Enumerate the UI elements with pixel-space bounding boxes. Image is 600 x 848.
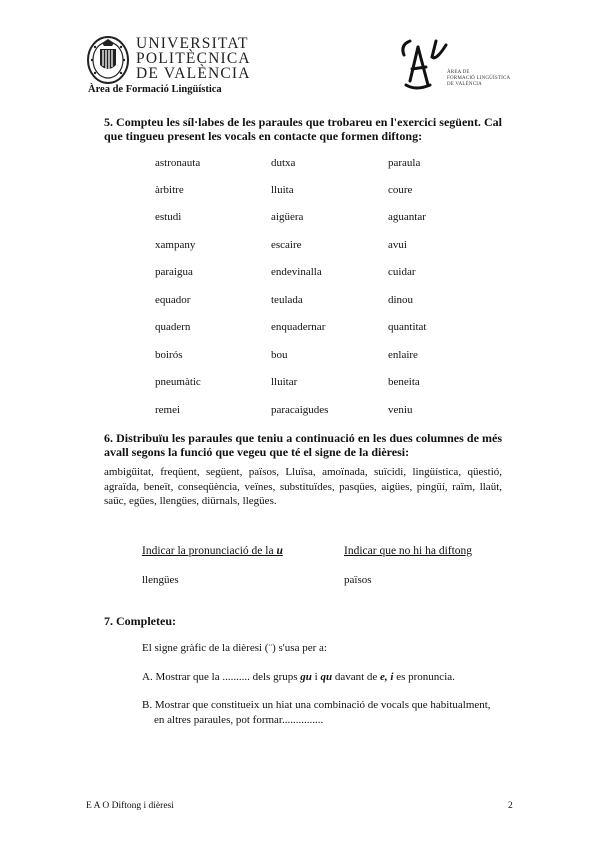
column-pronunciation-heading-u: u: [276, 545, 283, 557]
column-no-diftong-heading: Indicar que no hi ha diftong: [344, 545, 473, 557]
word-cell: enquadernar: [271, 321, 326, 333]
word-cell: estudi: [155, 211, 182, 223]
word-cell: cuidar: [388, 266, 416, 278]
word-cell: àrbitre: [155, 184, 184, 196]
word-cell: coure: [388, 184, 413, 196]
exercise-7-intro: El signe gràfic de la dièresi (¨) s'usa per a:: [142, 642, 327, 654]
word-cell: lluita: [271, 184, 294, 196]
item-a-text-1: Mostrar que la .......... dels grups: [155, 671, 301, 683]
word-cell: pneumàtic: [155, 376, 201, 388]
word-cell: aigüera: [271, 211, 304, 223]
exercise-7-item-b: [142, 698, 502, 727]
word-cell: teulada: [271, 294, 303, 306]
item-a-vowels: e, i: [380, 671, 394, 683]
column-no-diftong-example: països: [344, 574, 372, 586]
word-cell: beneita: [388, 376, 420, 388]
item-b-text: Mostrar que constitueix un hiat una combinació de vocals que habitualment, en altres paraules, pot formar...............: [154, 699, 491, 726]
word-cell: endevinalla: [271, 266, 322, 278]
exercise-6-word-list: ambigüitat, freqüent, següent, països, Lluïsa, amoïnada, suïcidi, lingüística, qüestió, agraïda, beneït, conseqüència, veïnes, substituïdes, pasqües, aigües, pingüí, raïm, llaüt, saüc, egües, llengües, diürnals, llegües.: [104, 466, 502, 507]
word-cell: equador: [155, 294, 191, 306]
exercise-7-heading: 7. Completeu:: [104, 614, 176, 628]
word-cell: xampany: [155, 239, 196, 251]
word-cell: bou: [271, 349, 288, 361]
item-b-label: B.: [142, 699, 153, 711]
word-cell: dinou: [388, 294, 414, 306]
item-a-text-2: davant de: [332, 671, 381, 683]
exercise-6-heading: 6. Distribuïu les paraules que teniu a continuació en les dues columnes de més avall segons la funció que vegeu que té el signe de la dièresi:: [104, 431, 502, 459]
word-cell: avui: [388, 239, 407, 251]
area-title: Àrea de Formació Lingüística: [88, 84, 222, 95]
footer-page-number: 2: [508, 801, 513, 811]
word-cell: veniu: [388, 404, 413, 416]
exercise-7-item-a: [142, 670, 502, 685]
word-cell: aguantar: [388, 211, 426, 223]
university-name-line-2: POLITÈCNICA: [136, 50, 251, 67]
aaf-text-line-1: ÀREA DE: [447, 70, 470, 75]
word-cell: enlaire: [388, 349, 418, 361]
word-cell: quantitat: [388, 321, 427, 333]
column-pronunciation-heading: [142, 544, 283, 558]
university-name-line-1: UNIVERSITAT: [136, 35, 249, 52]
aaf-figure-logo: [396, 35, 452, 93]
word-cell: quadern: [155, 321, 191, 333]
column-pronunciation-example: llengües: [142, 574, 179, 586]
aaf-text-line-2: FORMACIÓ LINGÜÍSTICA: [447, 76, 511, 81]
word-cell: paraula: [388, 157, 421, 169]
university-seal-logo: [86, 35, 130, 85]
word-cell: remei: [155, 404, 181, 416]
item-a-label: A.: [142, 671, 153, 683]
column-pronunciation-heading-text: Indicar la pronunciació de la: [142, 545, 277, 557]
university-name-line-3: DE VALÈNCIA: [136, 65, 251, 82]
item-a-gu: gu: [300, 671, 312, 683]
item-a-and: i: [311, 671, 321, 683]
word-cell: escaire: [271, 239, 302, 251]
word-cell: astronauta: [155, 157, 201, 169]
word-cell: boirós: [155, 349, 183, 361]
aaf-text-line-3: DE VALÈNCIA: [447, 82, 482, 87]
word-cell: paracaigudes: [271, 404, 329, 416]
item-a-text-3: es pronuncia.: [393, 671, 455, 683]
word-cell: paraigua: [155, 266, 193, 278]
exercise-5-heading: 5. Compteu les síl·labes de les paraules que trobareu en l'exercici següent. Cal que tingueu present les vocals en contacte que formen diftong:: [104, 115, 502, 143]
word-cell: lluitar: [271, 376, 298, 388]
footer-document-title: E A O Diftong i dièresi: [86, 801, 174, 811]
item-a-qu: qu: [320, 671, 333, 683]
word-cell: dutxa: [271, 157, 296, 169]
